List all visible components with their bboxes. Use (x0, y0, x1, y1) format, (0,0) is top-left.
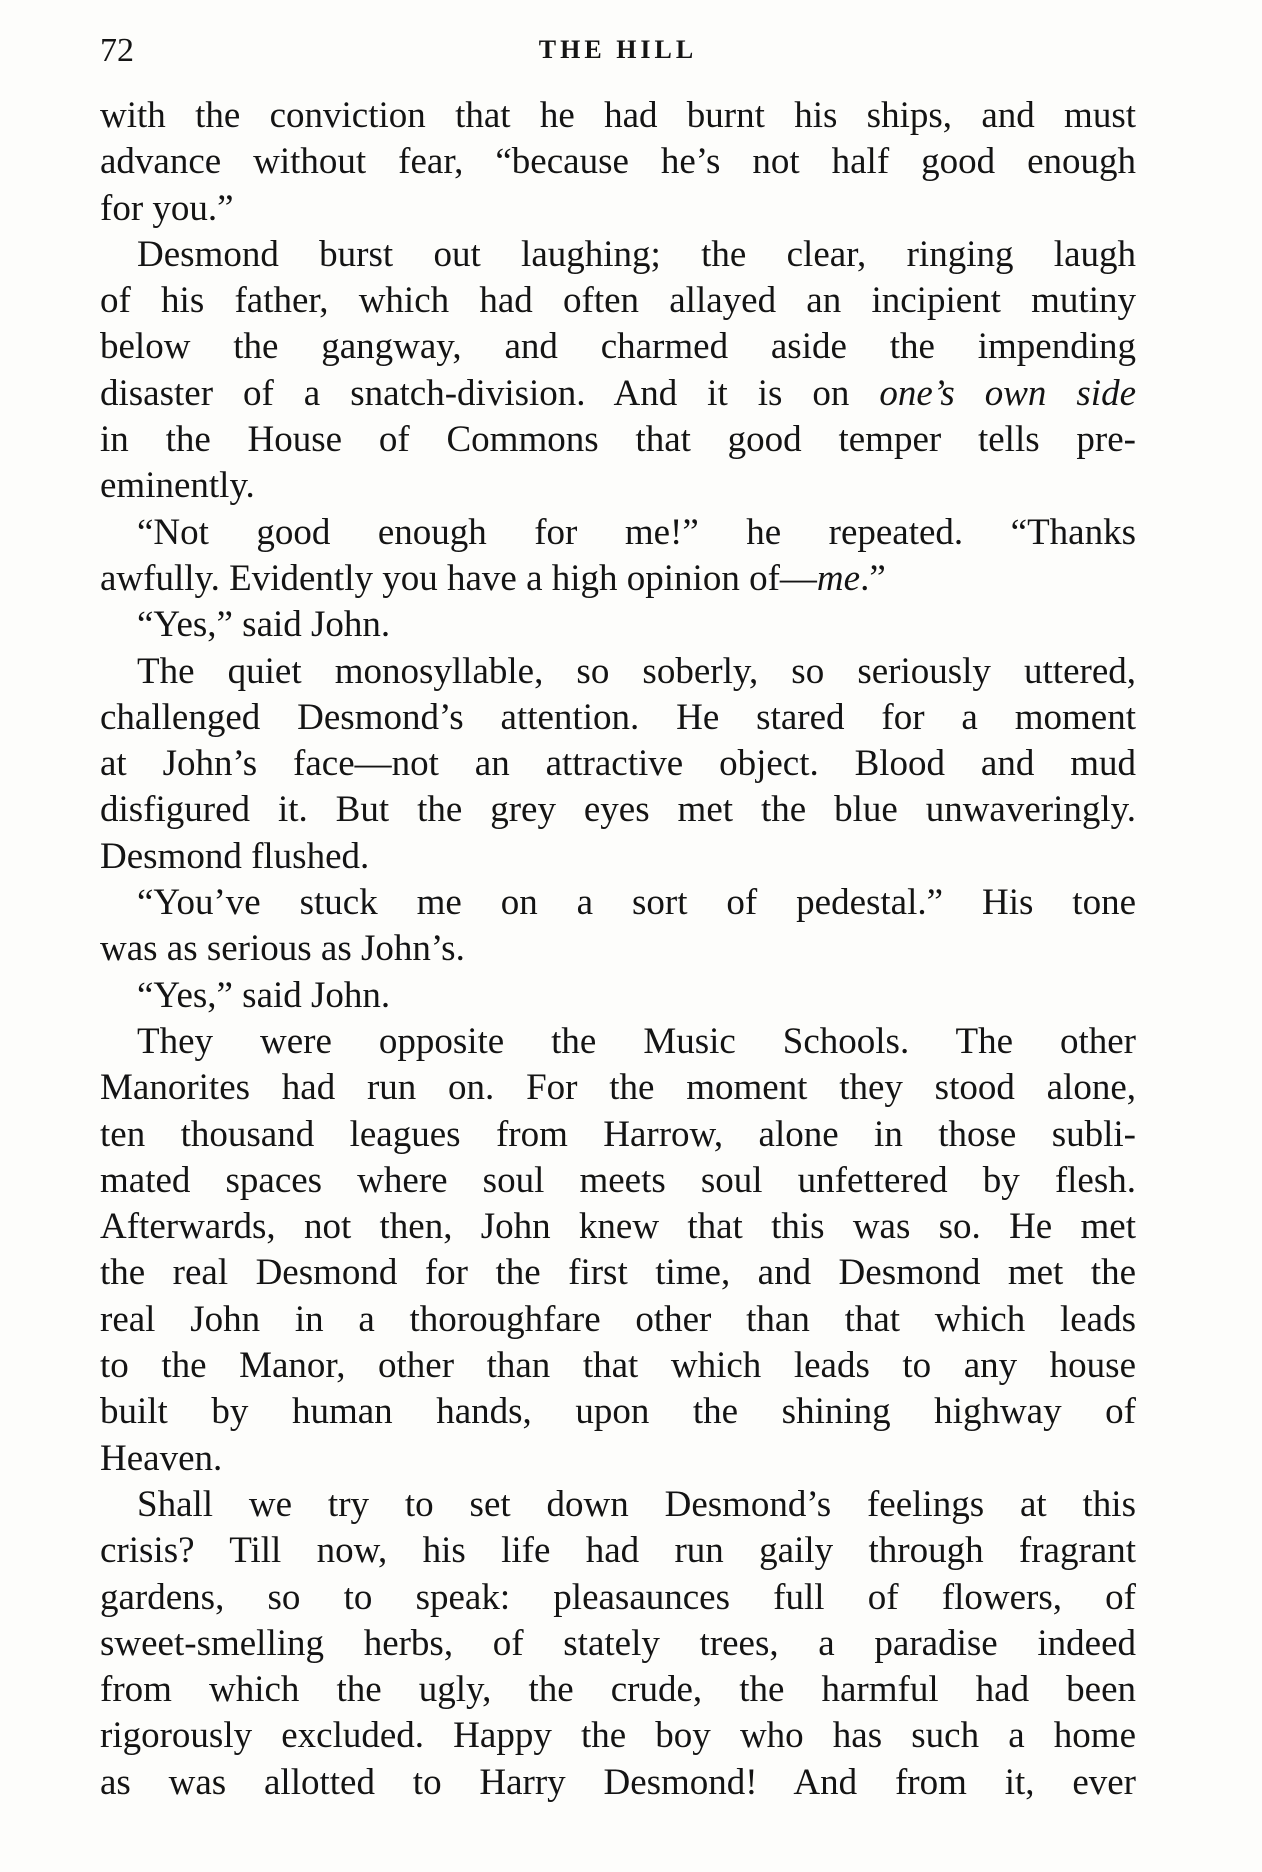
text-line: “Yes,” said John. (137, 974, 391, 1016)
text-line: They were opposite the Music Schools. The other (137, 1020, 1136, 1062)
text-line: Manorites had run on. For the moment they stood alone, (100, 1067, 1136, 1109)
text-line: rigorously excluded. Happy the boy who has such a home (100, 1715, 1136, 1757)
text-line: as was allotted to Harry Desmond! And from it, ever (100, 1761, 1136, 1803)
italic-text: one’s own side (879, 372, 1136, 414)
running-head (100, 32, 1136, 72)
text-line: Desmond burst out laughing; the clear, ringing laugh (137, 233, 1136, 275)
text-line: with the conviction that he had burnt his ships, and must (100, 95, 1136, 136)
text-line: ten thousand leagues from Harrow, alone in those subli- (100, 1113, 1136, 1155)
text-line: challenged Desmond’s attention. He stared for a moment (100, 696, 1136, 738)
text-line: from which the ugly, the crude, the harmful had been (100, 1669, 1136, 1711)
body-text (100, 93, 1136, 1806)
text-line: in the House of Commons that good temper tells pre- (100, 419, 1136, 461)
text-line: crisis? Till now, his life had run gaily through fragrant (100, 1530, 1136, 1572)
text-line: the real Desmond for the first time, and Desmond met the (100, 1252, 1136, 1294)
text-line: for you.” (100, 187, 234, 229)
text-run: disaster of a snatch-division. And it is on (100, 372, 880, 414)
italic-text: me (816, 557, 861, 599)
text-line: built by human hands, upon the shining highway of (100, 1391, 1136, 1433)
text-line: Desmond flushed. (100, 835, 370, 877)
text-line (100, 371, 1136, 417)
text-line: The quiet monosyllable, so soberly, so seriously uttered, (137, 650, 1136, 692)
text-line: “Not good enough for me!” he repeated. “Thanks (137, 511, 1136, 553)
text-line: advance without fear, “because he’s not half good enough (100, 141, 1136, 183)
text-line: gardens, so to speak: pleasaunces full of flowers, of (100, 1576, 1136, 1618)
text-line: sweet-smelling herbs, of stately trees, a paradise indeed (100, 1622, 1136, 1664)
text-line: Shall we try to set down Desmond’s feelings at this (137, 1483, 1136, 1525)
text-line: to the Manor, other than that which leads to any house (100, 1345, 1136, 1387)
text-line: mated spaces where soul meets soul unfettered by flesh. (100, 1159, 1136, 1201)
text-run: awfully. Evidently you have a high opinion of— (100, 557, 817, 599)
text-line: at John’s face—not an attractive object. Blood and mud (100, 743, 1136, 785)
text-line: Afterwards, not then, John knew that this was so. He met (100, 1206, 1136, 1248)
text-line: disfigured it. But the grey eyes met the blue unwaveringly. (100, 789, 1136, 831)
text-line: “Yes,” said John. (137, 604, 391, 646)
text-line: was as serious as John’s. (100, 928, 465, 970)
text-run: .” (860, 557, 886, 599)
text-line: “You’ve stuck me on a sort of pedestal.” His tone (137, 882, 1136, 924)
text-line: of his father, which had often allayed an incipient mutiny (100, 280, 1136, 322)
running-title: THE HILL (538, 35, 698, 64)
text-line: eminently. (100, 465, 255, 507)
page-number: 72 (100, 32, 134, 69)
text-line: Heaven. (100, 1437, 223, 1479)
text-line (100, 556, 1136, 602)
text-line: below the gangway, and charmed aside the impending (100, 326, 1136, 368)
text-line: real John in a thoroughfare other than that which leads (100, 1298, 1136, 1340)
